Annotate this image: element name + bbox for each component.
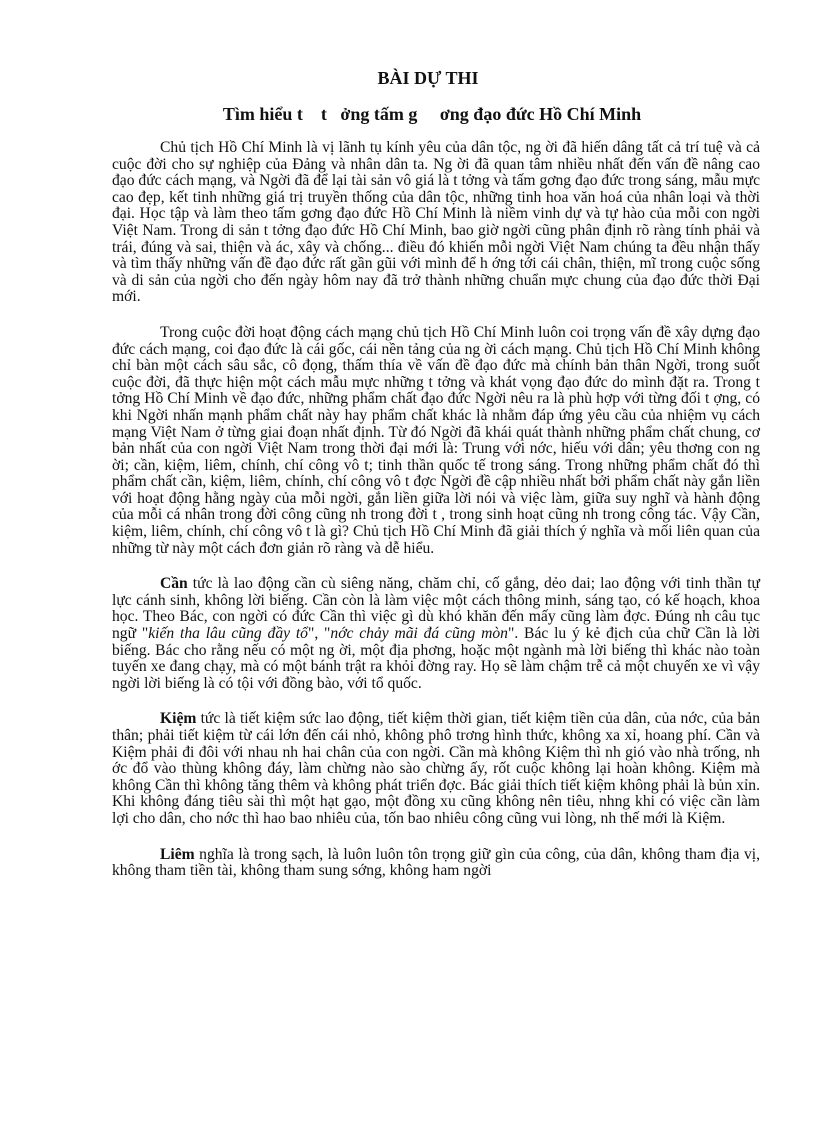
proverb-two: nớc chảy mãi đá cũng mòn xyxy=(330,625,508,643)
paragraph-kiem xyxy=(112,711,760,827)
paragraph-can-text-c: ". Bác lu ý kẻ địch của chữ Cần là lời biếng. Bác cho rằng nếu có một ng ời, một địa phơng, hoặc một ngành mà lời biếng thì khác nào toàn tuyến xe đang chạy, mà có một bánh trật ra khỏi đờng ray. Họ sẽ làm chậm trễ cả một chuyến xe vì vậy ngời lời biếng là có tội với đồng bào, với tổ quốc. xyxy=(112,625,761,692)
paragraph-liem xyxy=(112,847,760,880)
document-title: BÀI DỰ THI xyxy=(377,68,479,88)
term-kiem: Kiệm xyxy=(160,710,197,728)
paragraph-intro: Chủ tịch Hồ Chí Minh là vị lãnh tụ kính yêu của dân tộc, ng ời đã hiến dâng tất cả trí tuệ và cả cuộc đời cho sự nghiệp của Đảng và nhân dân ta. Ng ời đã quan tâm nhiều nhất đến vấn đề nâng cao đạo đức cách mạng, và Ngời đã để lại tài sản vô giá là t tởng và tấm gơng đạo đức trong sáng, mẫu mực cao đẹp, kết tinh những giá trị truyền thống của dân tộc, những tinh hoa văn hoá của nhân loại và thời đại. Học tập và làm theo tấm gơng đạo đức Hồ Chí Minh là niềm vinh dự và tự hào của mỗi con ngời Việt Nam. Trong di sản t tởng đạo đức Hồ Chí Minh, bao giờ ngời cũng phân định rõ ràng tính phải và trái, đúng và sai, thiện và ác, xây và chống... điều đó khiến mỗi ngời Việt Nam chúng ta đều nhận thấy và tìm thấy những vấn đề đạo đức rất gần gũi với mình để h ớng tới cái chân, thiện, mĩ trong cuộc sống và di sản của ngời cho đến ngày hôm nay đã trở thành những chuẩn mực chung của đạo đức thời Đại mới. xyxy=(112,139,760,306)
term-can: Cần xyxy=(160,575,188,593)
paragraph-moral-revolution: Trong cuộc đời hoạt động cách mạng chủ tịch Hồ Chí Minh luôn coi trọng vấn đề xây dựng đạo đức cách mạng, coi đạo đức là cái gốc, cái nền tảng của ng ời cách mạng. Chủ tịch Hồ Chí Minh không chỉ bàn một cách sâu sắc, cô đọng, thấm thía về vấn đề đạo đức mà chính bản thân Ngời, trong suốt cuộc đời, đã thực hiện một cách mẫu mực những t tởng và khát vọng đạo đức do mình đặt ra. Trong t tởng Hồ Chí Minh về đạo đức, những phẩm chất đạo đức Ngời nêu ra là phù hợp với từng đối t ợng, có khi Ngời nhấn mạnh phẩm chất này hay phẩm chất khác là nhằm đáp ứng yêu cầu của nhiệm vụ cách mạng Việt Nam ở từng giai đoạn nhất định. Từ đó Ngời đã khái quát thành những phẩm chất chung, cơ bản nhất của con ngời Việt Nam trong thời đại mới là: Trung với nớc, hiếu với dân; yêu thơng con ng ời; cần, kiệm, liêm, chính, chí công vô t; tinh thần quốc tế trong sáng. Trong những phẩm chất đó thì phẩm chất cần, kiệm, liêm, chính, chí công vô t đợc Ngời đề cập nhiều nhất bởi phẩm chất này gắn liền với hoạt động hằng ngày của mỗi ngời, gắn liền giữa lời nói và việc làm, giữa suy nghĩ và hành động của mỗi cá nhân trong đời công cũng nh trong đời t , trong sinh hoạt cũng nh trong công tác. Vậy Cần, kiệm, liêm, chính, chí công vô t là gì? Chủ tịch Hồ Chí Minh đã giải thích ý nghĩa và mối liên quan của những từ này một cách đơn giản rõ ràng và dễ hiểu. xyxy=(112,323,760,557)
paragraph-can-text-b: ", " xyxy=(307,625,331,643)
paragraph-kiem-text: tức là tiết kiệm sức lao động, tiết kiệm thời gian, tiết kiệm tiền của dân, của nớc, của bản thân; phải tiết kiệm từ cái lớn đến cái nhỏ, không phô trơng hình thức, không xa xỉ, hoang phí. Cần và Kiệm phải đi đôi với nhau nh hai chân của con ngời. Cần mà không Kiệm thì nh gió vào nhà trống, nh ớc đổ vào thùng không đáy, làm chừng nào sào chừng ấy, rốt cuộc không lại hoàn không. Kiệm mà không Cần thì không tăng thêm và không phát triển đợc. Bác giải thích tiết kiệm không phải là bủn xỉn. Khi không đáng tiêu sài thì một hạt gạo, một đồng xu cũng không nên tiêu, nhng khi có việc cần làm lợi cho dân, cho nớc thì hao bao nhiêu của, tốn bao nhiêu công cũng vui lòng, nh thế mới là Kiệm. xyxy=(112,710,760,827)
document-subtitle: Tìm hiểu t t ởng tấm g ơng đạo đức Hồ Chí Minh xyxy=(222,104,642,124)
document-body xyxy=(112,140,760,899)
proverb-one: kiến tha lâu cũng đầy tổ xyxy=(148,625,308,643)
paragraph-can xyxy=(112,576,760,692)
paragraph-liem-text: nghĩa là trong sạch, là luôn luôn tôn trọng giữ gìn của công, của dân, không tham địa vị, không tham tiền tài, không tham sung sớng, không ham ngời xyxy=(112,845,760,880)
paragraph-can-text-a: tức là lao động cần cù siêng năng, chăm chỉ, cố gắng, dẻo dai; lao động với tinh thần tự lực cánh sinh, không lời biếng. Cần còn là làm việc một cách thông minh, sáng tạo, có kế hoạch, khoa học. Theo Bác, con ngời có đức Cần thì việc gì dù khó khăn đến mấy cũng làm đợc. Đúng nh câu tục ngữ " xyxy=(112,575,760,643)
term-liem: Liêm xyxy=(160,845,195,863)
